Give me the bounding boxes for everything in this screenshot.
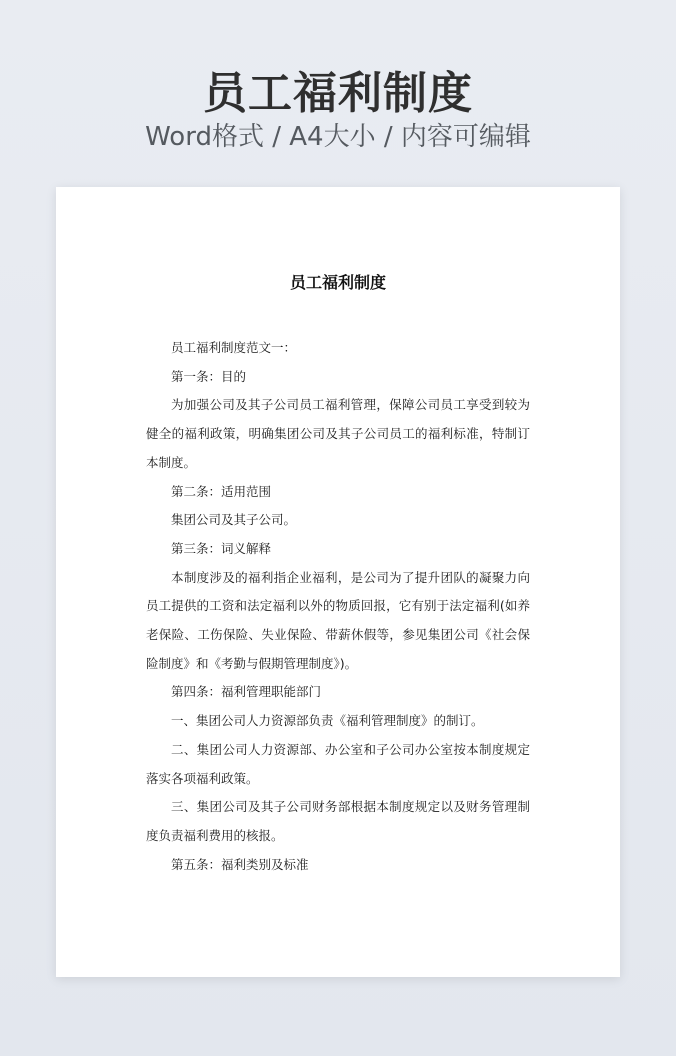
document-body [146,334,530,879]
paragraph-article-4-item-1: 一、集团公司人力资源部负责《福利管理制度》的制订。 [171,713,484,729]
paragraph-article-4-item-2: 二、集团公司人力资源部、办公室和子公司办公室按本制度规定落实各项福利政策。 [146,741,530,786]
heading-article-4: 第四条：福利管理职能部门 [171,684,322,700]
paragraph-article-2: 集团公司及其子公司。 [171,512,297,528]
paragraph-article-1: 为加强公司及其子公司员工福利管理，保障公司员工享受到较为健全的福利政策，明确集团公司及其子公司员工的福利标准，特制订本制度。 [146,397,530,470]
document-title: 员工福利制度 [289,273,386,292]
heading-article-5: 第五条：福利类别及标准 [171,856,309,872]
heading-article-3: 第三条：词义解释 [171,540,272,556]
banner-subtitle: Word格式 / A4大小 / 内容可编辑 [145,122,531,152]
paragraph-intro: 员工福利制度范文一： [171,340,297,355]
heading-article-1: 第一条：目的 [171,368,247,384]
banner-title: 员工福利制度 [203,68,473,119]
paragraph-article-3: 本制度涉及的福利指企业福利，是公司为了提升团队的凝聚力向员工提供的工资和法定福利以外的物质回报，它有别于法定福利(如养老保险、工伤保险、失业保险、带薪休假等，参见集团公司《社会保险制度》和《考勤与假期管理制度》)。 [146,569,530,671]
paragraph-article-4-item-3: 三、集团公司及其子公司财务部根据本制度规定以及财务管理制度负责福利费用的核报。 [146,799,530,843]
heading-article-2: 第二条：适用范围 [171,483,272,499]
